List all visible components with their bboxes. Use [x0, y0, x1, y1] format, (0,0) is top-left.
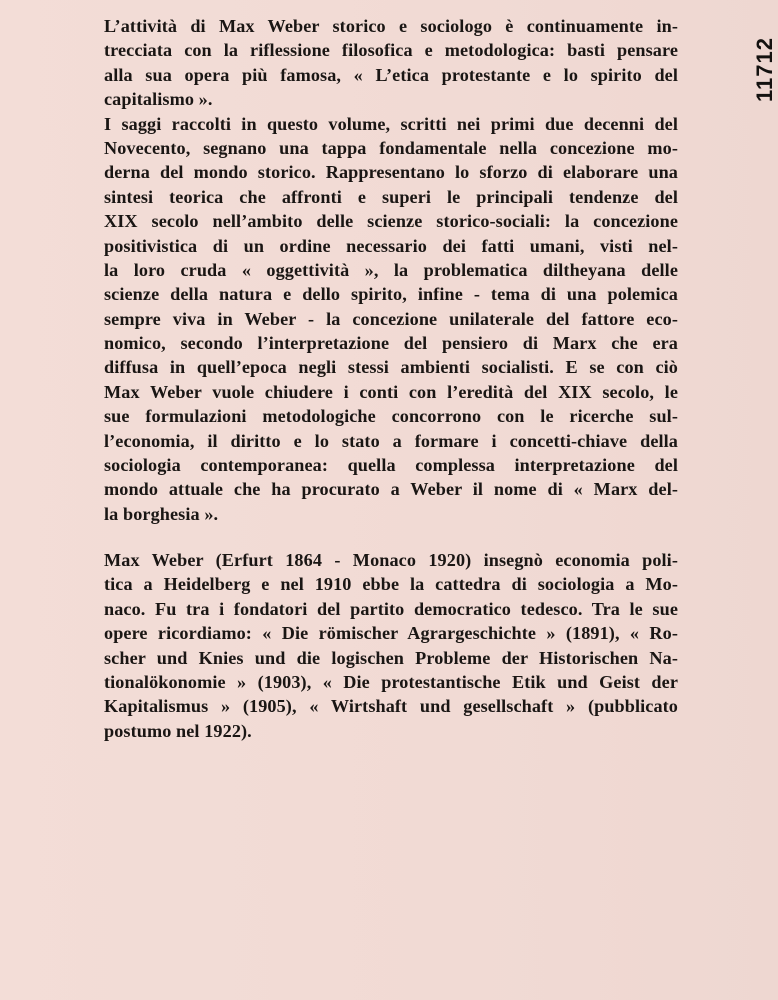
text-line: Max Weber vuole chiudere i conti con l’eredità del XIX secolo, le [104, 381, 678, 402]
text-line: naco. Fu tra i fondatori del partito democratico tedesco. Tra le sue [104, 598, 678, 619]
text-line: alla sua opera più famosa, « L’etica protestante e lo spirito del [104, 64, 678, 85]
text-line: la borghesia ». [104, 503, 219, 524]
text-line: opere ricordiamo: « Die römischer Agrargeschichte » (1891), « Ro- [104, 623, 678, 644]
description-text [104, 14, 678, 526]
text-line: positivistica di un ordine necessario dei fatti umani, visti nel- [104, 235, 678, 256]
text-line: sempre viva in Weber - la concezione unilaterale del fattore eco- [104, 308, 678, 329]
text-line: tica a Heidelberg e nel 1910 ebbe la cattedra di sociologia a Mo- [104, 574, 678, 595]
text-line: trecciata con la riflessione filosofica e metodologica: basti pensare [104, 40, 678, 61]
text-line: I saggi raccolti in questo volume, scritti nei primi due decenni del [104, 113, 678, 134]
text-line: mondo attuale che ha procurato a Weber il nome di « Marx del- [104, 479, 678, 500]
text-line: Kapitalismus » (1905), « Wirtshaft und gesellschaft » (pubblicato [104, 696, 678, 717]
paragraph-intro [104, 14, 678, 112]
text-line: L’attività di Max Weber storico e sociologo è continuamente in- [104, 16, 678, 36]
catalog-number: 11712 [752, 37, 777, 102]
text-line: XIX secolo nell’ambito delle scienze storico-sociali: la concezione [104, 211, 678, 232]
text-line: tionalökonomie » (1903), « Die protestantische Etik und Geist der [104, 671, 678, 692]
text-line: sociologia contemporanea: quella complessa interpretazione del [104, 455, 678, 476]
author-biography [104, 548, 678, 743]
text-line: l’economia, il diritto e lo stato a formare i concetti-chiave della [104, 430, 678, 451]
text-line: nomico, secondo l’interpretazione del pensiero di Marx che era [104, 333, 678, 354]
text-line: diffusa in quell’epoca negli stessi ambienti socialisti. E se con ciò [104, 357, 678, 378]
text-line: sintesi teorica che affronti e superi le principali tendenze del [104, 186, 678, 207]
text-line: derna del mondo storico. Rappresentano lo sforzo di elaborare una [104, 162, 678, 183]
text-line: la loro cruda « oggettività », la problematica diltheyana delle [104, 259, 678, 280]
text-line: scher und Knies und die logischen Probleme der Historischen Na- [104, 647, 678, 668]
text-line: Max Weber (Erfurt 1864 - Monaco 1920) insegnò economia poli- [104, 550, 678, 570]
text-line: sue formulazioni metodologiche concorrono con le ricerche sul- [104, 406, 678, 427]
paragraph-essays [104, 112, 678, 527]
text-line: scienze della natura e dello spirito, infine - tema di una polemica [104, 284, 678, 305]
text-line: postumo nel 1922). [104, 720, 252, 741]
text-line: capitalismo ». [104, 89, 213, 110]
text-line: Novecento, segnano una tappa fondamentale nella concezione mo- [104, 137, 678, 158]
